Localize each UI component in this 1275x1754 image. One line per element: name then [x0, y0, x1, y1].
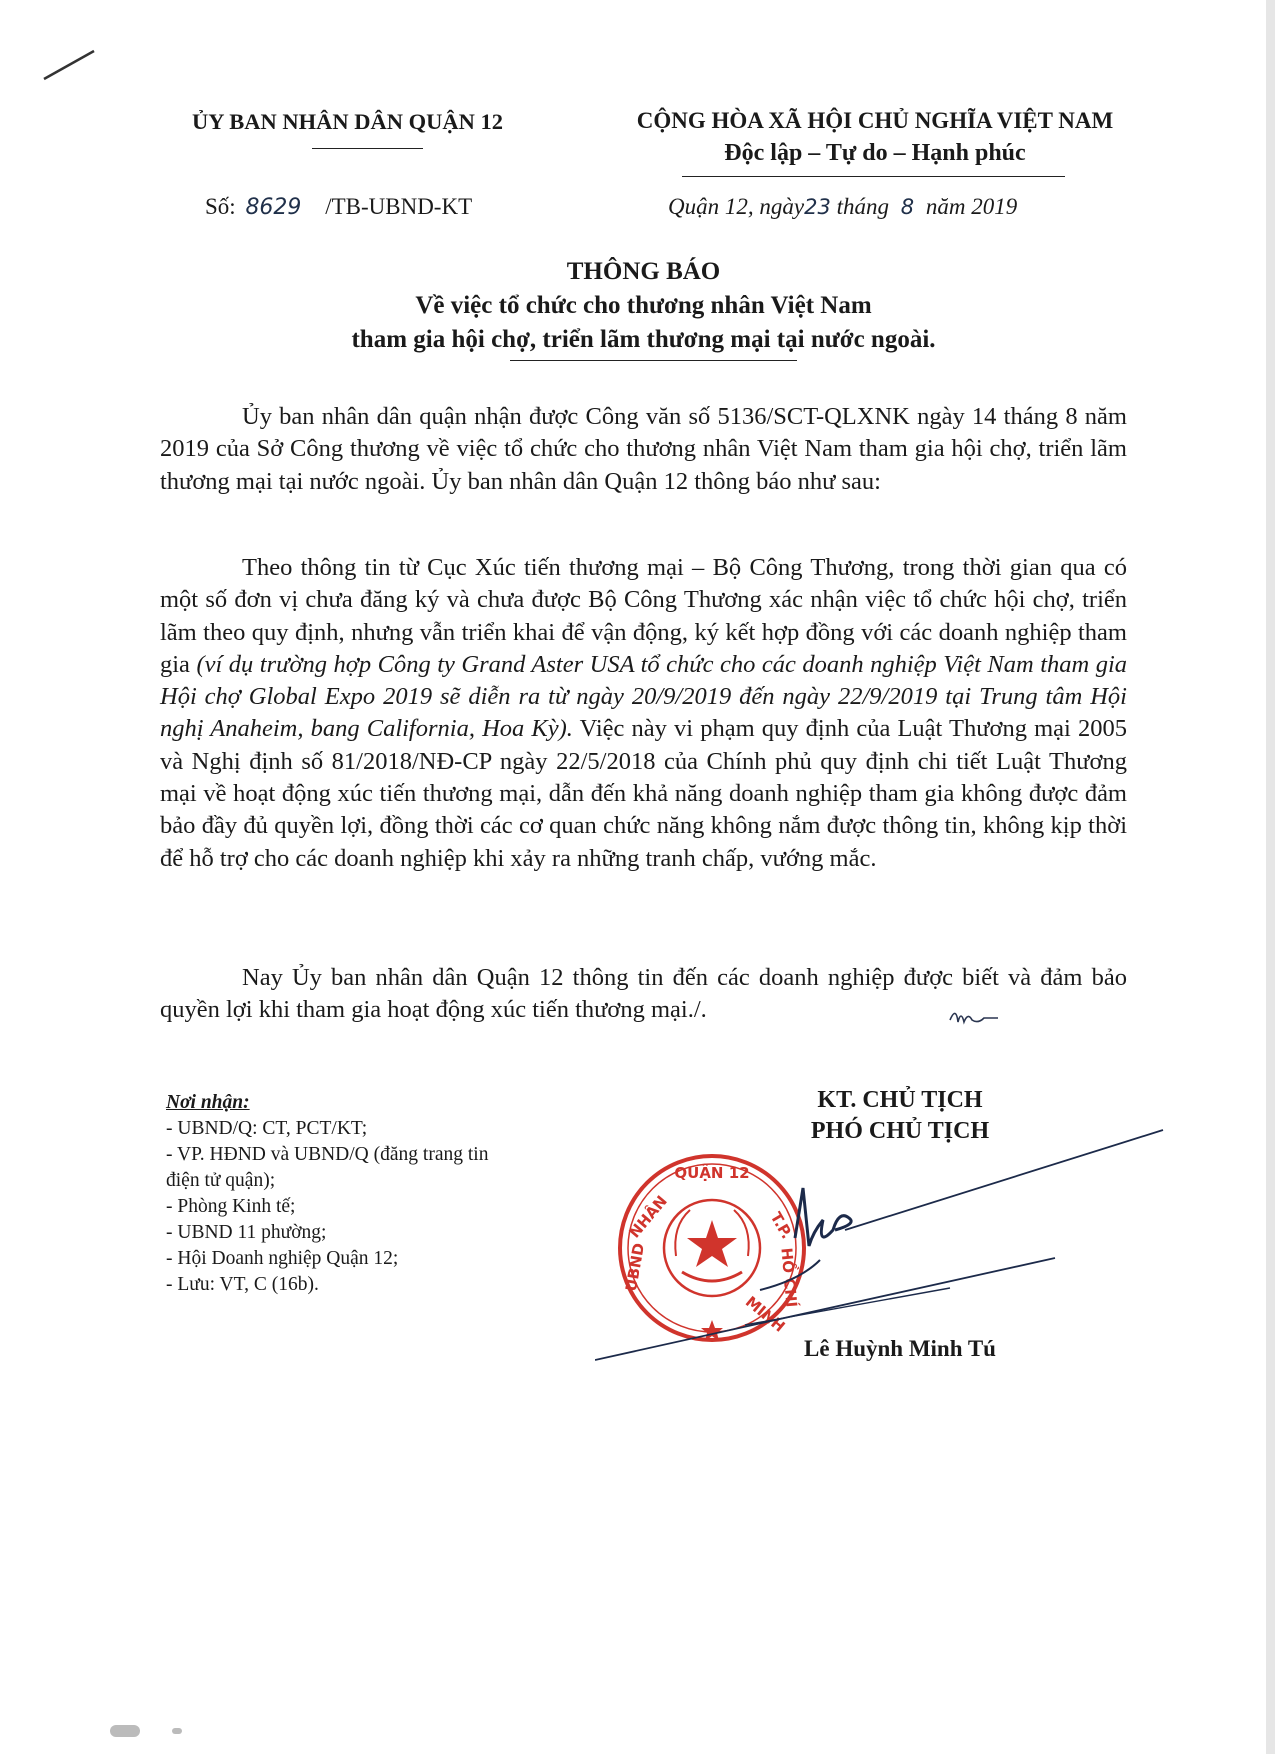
notice-subtitle-line1: Về việc tổ chức cho thương nhân Việt Nam [415, 292, 872, 319]
svg-text:HỒ CHÍ: HỒ CHÍ [777, 1247, 801, 1309]
pen-mark [40, 45, 100, 85]
scan-edge [1266, 0, 1275, 1754]
recipient-item: - Hội Doanh nghiệp Quận 12; [166, 1248, 399, 1269]
date-month: 8 [900, 195, 915, 219]
scan-smudge [110, 1725, 140, 1737]
paragraph-2-text [160, 552, 1127, 875]
paragraph-3-text: Nay Ủy ban nhân dân Quận 12 thông tin đến các doanh nghiệp được biết và đảm bảo quyền lợi khi tham gia hoạt động xúc tiến thương mại./. [160, 964, 1127, 1024]
number-prefix: Số: [205, 194, 236, 219]
signer-title-line1: KT. CHỦ TỊCH [817, 1087, 983, 1113]
svg-text:MINH: MINH [741, 1292, 789, 1336]
recipient-item: - VP. HĐND và UBND/Q (đăng trang tin [166, 1144, 489, 1165]
signer-title-line2: PHÓ CHỦ TỊCH [810, 1118, 990, 1144]
initials-mark [946, 1004, 1006, 1028]
document-date [668, 194, 1017, 220]
paragraph-2-part-b: Việc này vi phạm quy định của Luật Thương mại 2005 và Nghị định số 81/2018/NĐ-CP ngày 22/5/2018 của Chính phủ quy định chi tiết Luật Thương mại về hoạt động xúc tiến thương mại, dẫn đến khả năng doanh nghiệp tham gia không được đảm bảo đầy đủ quyền lợi, đồng thời các cơ quan chức năng không nắm được thông tin, không kịp thời để hỗ trợ cho các doanh nghiệp khi xảy ra những tranh chấp, vướng mắc. [160, 715, 1127, 872]
paragraph-2-part-a: Theo thông tin từ Cục Xúc tiến thương mại – Bộ Công Thương, trong thời gian qua có một số đơn vị chưa đăng ký và chưa được Bộ Công Thương xác nhận việc tổ chức hội chợ, triển lãm theo quy định, nhưng vẫn triển khai để vận động, ký kết hợp đồng với các doanh nghiệp tham gia [160, 554, 1127, 678]
recipient-item: - UBND/Q: CT, PCT/KT; [166, 1118, 368, 1139]
svg-text:T.P.: T.P. [766, 1209, 797, 1242]
recipients-title: Nơi nhận: [166, 1092, 250, 1113]
signer-name: Lê Huỳnh Minh Tú [804, 1336, 996, 1361]
date-place: Quận 12, ngày [668, 194, 805, 219]
date-day: 23 [804, 195, 831, 219]
body-paragraph-2 [160, 552, 1127, 875]
number-handwritten: 8629 [245, 195, 302, 220]
svg-text:QUẬN 12: QUẬN 12 [674, 1164, 750, 1182]
paragraph-1-text: Ủy ban nhân dân quận nhận được Công văn số 5136/SCT-QLXNK ngày 14 tháng 8 năm 2019 của Sở Công thương về việc tổ chức cho thương nhân Việt Nam tham gia hội chợ, triển lãm thương mại tại nước ngoài. Ủy ban nhân dân Quận 12 thông báo như sau: [160, 403, 1127, 495]
recipient-item: - UBND 11 phường; [166, 1222, 327, 1243]
agency-name: ỦY BAN NHÂN DÂN QUẬN 12 [191, 109, 504, 134]
document-number [205, 194, 472, 220]
agency-underline [312, 148, 423, 149]
recipients-block [166, 1090, 566, 1298]
body-paragraph-1 [160, 401, 1127, 498]
date-month-label: tháng [836, 194, 889, 219]
recipient-item: - Lưu: VT, C (16b). [166, 1274, 319, 1295]
motto-underline [682, 176, 1065, 177]
recipient-item: điện tử quận); [166, 1170, 276, 1191]
scan-smudge [172, 1728, 182, 1734]
handwritten-signature [595, 1120, 1175, 1370]
svg-text:NHÂN: NHÂN [625, 1192, 671, 1242]
national-motto: Độc lập – Tự do – Hạnh phúc [724, 140, 1026, 166]
svg-text:UBND: UBND [621, 1241, 649, 1293]
paragraph-2-example: (ví dụ trường hợp Công ty Grand Aster USA tổ chức cho các doanh nghiệp Việt Nam tham gia Hội chợ Global Expo 2019 sẽ diễn ra từ ngày 20/9/2019 đến ngày 22/9/2019 tại Trung tâm Hội nghị Anaheim, bang California, Hoa Kỳ). [160, 650, 1127, 743]
notice-subtitle-line2: tham gia hội chợ, triển lãm thương mại tại nước ngoài. [351, 326, 936, 353]
title-underline [510, 360, 797, 361]
republic-name: CỘNG HÒA XÃ HỘI CHỦ NGHĨA VIỆT NAM [636, 108, 1114, 133]
number-suffix: /TB-UBND-KT [325, 194, 473, 219]
notice-title: THÔNG BÁO [566, 258, 721, 285]
date-year: năm 2019 [925, 194, 1018, 219]
recipient-item: - Phòng Kinh tế; [166, 1196, 296, 1217]
